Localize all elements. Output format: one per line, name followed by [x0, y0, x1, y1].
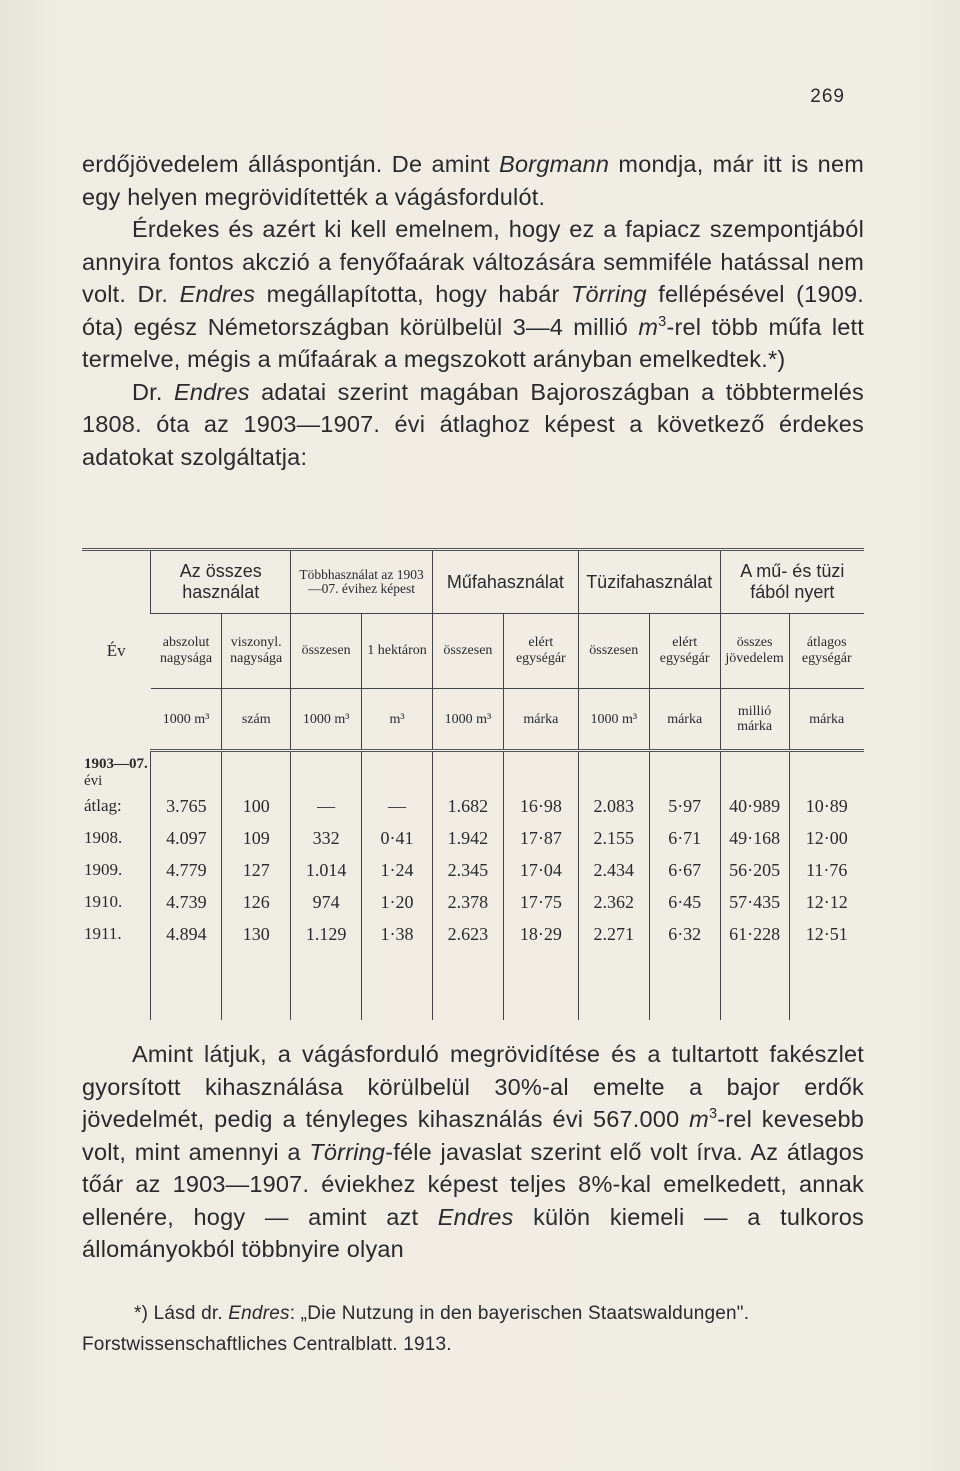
subhead: összesen — [291, 614, 362, 689]
cell: 2.362 — [578, 886, 649, 918]
unit: szám — [222, 689, 291, 751]
cell: 40·989 — [720, 790, 789, 822]
column-group-revenue: A mű- és tüzi fából nyert — [720, 550, 864, 614]
cell: 1·20 — [362, 886, 433, 918]
cell: 57·435 — [720, 886, 789, 918]
cell: 1·24 — [362, 854, 433, 886]
year-cell: 1908. — [84, 828, 123, 847]
paragraph-1: erdőjövedelem álláspontján. De amint Borgmann mondja, már itt is nem egy helyen megrövidítették a vágásfordulót. — [82, 151, 864, 210]
cell: 4.739 — [151, 886, 222, 918]
cell: 16·98 — [503, 790, 578, 822]
cell: 17·04 — [503, 854, 578, 886]
unit: 1000 m³ — [291, 689, 362, 751]
year-cell: 1911. — [84, 924, 122, 943]
cell: 100 — [222, 790, 291, 822]
cell: 4.097 — [151, 822, 222, 854]
statistics-table — [82, 548, 864, 1018]
page-number: 269 — [810, 86, 845, 107]
cell: 130 — [222, 918, 291, 950]
cell: 126 — [222, 886, 291, 918]
cell: 2.434 — [578, 854, 649, 886]
subhead: összesen — [432, 614, 503, 689]
cell: 1.129 — [291, 918, 362, 950]
cell: 5·97 — [649, 790, 720, 822]
unit: m³ — [362, 689, 433, 751]
unit: 1000 m³ — [432, 689, 503, 751]
cell: 61·228 — [720, 918, 789, 950]
cell: 56·205 — [720, 854, 789, 886]
column-group-total-use: Az összes használat — [151, 550, 291, 614]
cell: 1.014 — [291, 854, 362, 886]
subhead: összesen — [578, 614, 649, 689]
cell: 3.765 — [151, 790, 222, 822]
year-cell: 1909. — [84, 860, 123, 879]
column-group-firewood-use: Tüzifahasználat — [578, 550, 720, 614]
avg-label: 1903—07. évi — [84, 756, 148, 789]
footnote-line-2: Forstwissenschaftliches Centralblatt. 1913. — [82, 1334, 452, 1355]
cell: 4.894 — [151, 918, 222, 950]
paragraph-3: Dr. Endres adatai szerint magában Bajoroszágban a többtermelés 1808. óta az 1903—1907. évi átlaghoz képest a következő érdekes adatokat szolgáltatja: — [82, 378, 865, 470]
table-row — [82, 790, 864, 822]
cell: 11·76 — [789, 854, 864, 886]
paragraph-4: Amint látjuk, a vágásforduló megrövidítése és a tultartott fakészlet gyorsított kihasználása körülbelül 30%-al emelte a bajor erdők jövedelmét, pedig a tényleges kihasználás évi 567.000 $m^3$-rel kevesebb volt, mint amennyi a Törring-féle javaslat szerint elő volt írva. Az átlagos tőár az 1903—1907. éviekhez képest teljes 8%-kal emelkedett, annak ellenére, hogy — amint azt Endres külön kiemeli — a tulkoros állományokból többnyire olyan — [82, 1041, 864, 1262]
cell: — — [362, 790, 433, 822]
cell: 109 — [222, 822, 291, 854]
paragraph-2: Érdekes és azért ki kell emelnem, hogy ez a fapiacz szempontjából annyira fontos akczió a fenyőfaárak változására semmiféle hatással nem volt. Dr. Endres megállapította, hogy habár Törring fellépésével (1909. óta) egész Németországban körülbelül 3—4 millió $m^3$-rel több műfa lett termelve, mégis a műfaárak a megszokott arányban emelkedtek.*) — [82, 216, 864, 372]
cell: 6·45 — [649, 886, 720, 918]
cell: 6·67 — [649, 854, 720, 886]
column-group-extra-use: Többhasználat az 1903—07. évihez képest — [291, 550, 433, 614]
cell: 974 — [291, 886, 362, 918]
cell: 18·29 — [503, 918, 578, 950]
footnote-line-1: *) Lásd dr. Endres: „Die Nutzung in den bayerischen Staatswaldungen". — [134, 1303, 750, 1324]
cell: 12·51 — [789, 918, 864, 950]
table-row — [82, 918, 864, 950]
unit: millió márka — [720, 689, 789, 751]
subhead: 1 hektáron — [362, 614, 433, 689]
cell: 2.623 — [432, 918, 503, 950]
cell: 1.942 — [432, 822, 503, 854]
body-text-bottom — [82, 1038, 864, 1266]
cell: 2.271 — [578, 918, 649, 950]
unit: 1000 m³ — [151, 689, 222, 751]
table-row — [82, 950, 864, 1020]
unit: márka — [789, 689, 864, 751]
subhead: összes jövedelem — [720, 614, 789, 689]
column-header-year: Év — [82, 550, 151, 751]
cell: 49·168 — [720, 822, 789, 854]
subhead: abszolut nagysága — [151, 614, 222, 689]
table-row — [82, 886, 864, 918]
subhead: elért egységár — [649, 614, 720, 689]
footnote — [82, 1298, 864, 1360]
cell: 10·89 — [789, 790, 864, 822]
cell: 2.378 — [432, 886, 503, 918]
cell: 12·12 — [789, 886, 864, 918]
table-row — [82, 822, 864, 854]
cell: 12·00 — [789, 822, 864, 854]
cell: — — [291, 790, 362, 822]
unit: 1000 m³ — [578, 689, 649, 751]
cell: 6·71 — [649, 822, 720, 854]
year-cell: 1910. — [84, 892, 123, 911]
cell: 127 — [222, 854, 291, 886]
cell: 0·41 — [362, 822, 433, 854]
table-row — [82, 751, 864, 791]
cell: 17·75 — [503, 886, 578, 918]
body-text-top — [82, 148, 864, 473]
cell: 4.779 — [151, 854, 222, 886]
subhead: viszonyl. nagysága — [222, 614, 291, 689]
unit: márka — [503, 689, 578, 751]
table-header-units — [82, 689, 864, 751]
table-row — [82, 854, 864, 886]
cell: 1.682 — [432, 790, 503, 822]
column-group-timber-use: Műfahasználat — [432, 550, 578, 614]
subhead: átlagos egységár — [789, 614, 864, 689]
table-header-subheads — [82, 614, 864, 689]
table-header-groups — [82, 550, 864, 614]
cell: 2.155 — [578, 822, 649, 854]
subhead: elért egységár — [503, 614, 578, 689]
cell: 2.083 — [578, 790, 649, 822]
cell: 6·32 — [649, 918, 720, 950]
year-cell: átlag: — [84, 796, 122, 815]
cell: 17·87 — [503, 822, 578, 854]
cell: 1·38 — [362, 918, 433, 950]
cell: 332 — [291, 822, 362, 854]
stat-table — [82, 548, 864, 1020]
unit: márka — [649, 689, 720, 751]
cell: 2.345 — [432, 854, 503, 886]
